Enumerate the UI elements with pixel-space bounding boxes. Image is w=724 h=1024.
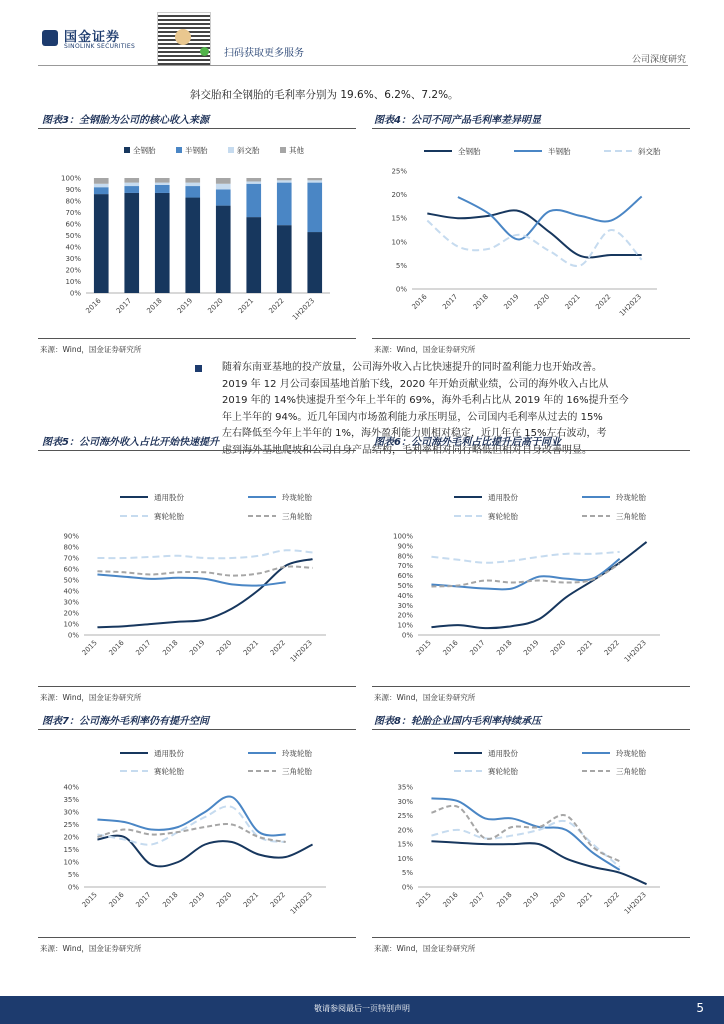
footer-disclaimer[interactable]: 敬请参阅最后一页特别声明 (314, 1004, 410, 1013)
y-tick-label: 60% (397, 572, 413, 581)
x-tick-label: 2016 (410, 292, 429, 312)
y-tick-label: 0% (401, 631, 413, 640)
chart-title-6: 图表6：公司海外毛利占比提升后高于同业 (374, 437, 561, 448)
y-tick-label: 10% (397, 621, 413, 630)
x-tick-label: 2016 (107, 638, 126, 658)
legend-label: 赛轮轮胎 (154, 767, 184, 776)
y-tick-label: 30% (397, 797, 413, 806)
x-tick-label: 2015 (80, 890, 99, 910)
legend-swatch (228, 147, 234, 153)
logo-name-en: SINOLINK SECURITIES (64, 43, 136, 50)
legend-label: 半钢胎 (185, 146, 208, 155)
y-tick-label: 40% (397, 591, 413, 600)
y-tick-label: 90% (397, 542, 413, 551)
x-tick-label: 2016 (441, 890, 460, 910)
x-tick-label: 2021 (241, 890, 261, 910)
bar-segment (155, 193, 170, 293)
x-tick-label: 2018 (471, 292, 490, 312)
x-tick-label: 1H2023 (622, 890, 648, 916)
x-tick-label: 2018 (495, 638, 514, 658)
para-line: 年上半年的 94%。近几年国内市场盈利能力承压明显，公司国内毛利率从过去的 15% (222, 411, 603, 423)
bullet-icon (195, 365, 202, 372)
x-tick-label: 2022 (594, 292, 613, 312)
divider (372, 128, 690, 129)
bar-segment (307, 183, 322, 232)
y-tick-label: 15% (63, 846, 79, 854)
chart-title-3: 图表3：全钢胎为公司的核心收入来源 (42, 115, 209, 126)
y-tick-label: 70% (63, 554, 79, 563)
page-number: 5 (696, 1001, 704, 1015)
legend-label: 玲珑轮胎 (282, 493, 312, 502)
legend-swatch (280, 147, 286, 153)
divider (372, 338, 690, 339)
y-tick-label: 80% (397, 552, 413, 561)
y-tick-label: 10% (397, 854, 413, 863)
bar-segment (277, 180, 292, 182)
y-tick-label: 70% (397, 562, 413, 571)
divider (372, 686, 690, 687)
x-tick-label: 2018 (161, 890, 180, 910)
y-tick-label: 30% (63, 808, 79, 817)
wechat-icon (200, 47, 209, 56)
bar-segment (124, 193, 139, 293)
y-tick-label: 30% (397, 601, 413, 610)
legend-label: 通用股份 (154, 493, 184, 502)
y-tick-label: 0% (67, 883, 79, 892)
x-tick-label: 2020 (549, 890, 568, 910)
x-tick-label: 2020 (215, 890, 234, 910)
divider (38, 686, 356, 687)
logo-icon (42, 30, 58, 46)
x-tick-label: 2017 (468, 890, 487, 910)
y-tick-label: 10% (391, 238, 407, 247)
x-tick-label: 2022 (268, 890, 288, 910)
x-tick-label: 2021 (575, 890, 595, 910)
source-note: 来源：Wind，国金证券研究所 (374, 345, 476, 354)
legend-label: 全钢胎 (458, 147, 481, 156)
x-tick-label: 2021 (236, 296, 256, 316)
y-tick-label: 35% (397, 783, 413, 792)
divider (372, 450, 690, 451)
legend-label: 玲珑轮胎 (282, 749, 312, 758)
y-tick-label: 20% (63, 833, 79, 842)
bar-segment (246, 217, 261, 293)
x-tick-label: 1H2023 (288, 638, 314, 664)
bar-segment (155, 178, 170, 183)
y-tick-label: 35% (63, 796, 79, 804)
y-tick-label: 90% (65, 186, 81, 194)
series-line (431, 552, 619, 563)
x-tick-label: 2020 (549, 638, 568, 658)
series-line (431, 798, 619, 869)
legend-label: 斜交胎 (638, 147, 661, 156)
series-line (97, 567, 312, 576)
bar-segment (246, 178, 261, 181)
y-tick-label: 0% (401, 883, 413, 892)
series-line (97, 806, 285, 844)
y-tick-label: 10% (63, 858, 79, 867)
legend-label: 三角轮胎 (616, 512, 646, 521)
bar-segment (307, 180, 322, 182)
x-tick-label: 2015 (414, 890, 433, 910)
chart-product-margin (372, 135, 690, 335)
bar-segment (124, 186, 139, 193)
legend-label: 全钢胎 (133, 146, 156, 155)
x-tick-label: 2017 (468, 638, 487, 658)
series-line (427, 210, 641, 257)
x-tick-label: 2018 (495, 890, 514, 910)
chart-overseas-margin (38, 734, 356, 934)
bar-segment (124, 183, 139, 186)
bar-segment (246, 181, 261, 183)
x-tick-label: 1H2023 (288, 890, 314, 916)
y-tick-label: 60% (65, 220, 81, 229)
legend-label: 赛轮轮胎 (154, 512, 184, 521)
chart-domestic-margin (372, 734, 690, 934)
source-note: 来源：Wind，国金证券研究所 (40, 345, 142, 354)
x-tick-label: 2017 (134, 638, 153, 658)
divider (372, 729, 690, 730)
chart-title-4: 图表4：公司不同产品毛利率差异明显 (374, 115, 541, 126)
para-line: 随着东南亚基地的投产放量，公司海外收入占比快速提升的同时盈利能力也开始改善。 (222, 362, 602, 373)
x-tick-label: 2015 (80, 638, 99, 658)
legend-label: 赛轮轮胎 (488, 767, 518, 776)
y-tick-label: 20% (63, 609, 79, 618)
x-tick-label: 2020 (206, 296, 225, 316)
series-line (431, 806, 619, 861)
x-tick-label: 2022 (602, 638, 622, 658)
chart-title-8: 图表8：轮胎企业国内毛利率持续承压 (374, 716, 541, 727)
legend-swatch (124, 147, 130, 153)
bar-segment (307, 178, 322, 180)
source-note: 来源：Wind，国金证券研究所 (374, 944, 476, 953)
y-tick-label: 20% (397, 826, 413, 835)
divider (38, 338, 356, 339)
report-type: 公司深度研究 (631, 55, 686, 65)
y-tick-label: 25% (397, 812, 413, 821)
y-tick-label: 15% (397, 840, 413, 849)
x-tick-label: 2020 (532, 292, 552, 312)
bar-segment (216, 184, 231, 190)
x-tick-label: 2019 (522, 638, 541, 658)
bar-segment (246, 184, 261, 217)
y-tick-label: 20% (391, 191, 407, 200)
y-tick-label: 30% (63, 598, 79, 607)
x-tick-label: 2018 (161, 638, 180, 658)
y-tick-label: 0% (395, 285, 407, 294)
y-tick-label: 0% (69, 289, 81, 298)
y-tick-label: 50% (65, 232, 81, 240)
para-line: 2019 年的 14%快速提升至今年上半年的 69%，海外毛利占比从 2019 年的 16%提升至今 (222, 395, 629, 407)
qr-center-avatar (175, 29, 191, 45)
x-tick-label: 1H2023 (617, 292, 644, 318)
legend-label: 通用股份 (488, 493, 518, 502)
x-tick-label: 1H2023 (291, 296, 317, 322)
legend-label: 玲珑轮胎 (616, 749, 646, 758)
bar-segment (277, 225, 292, 293)
x-tick-label: 2019 (175, 296, 195, 316)
y-tick-label: 70% (65, 209, 81, 217)
divider (38, 729, 356, 730)
x-tick-label: 2015 (414, 638, 433, 658)
legend-label: 三角轮胎 (616, 767, 646, 776)
divider (38, 128, 356, 129)
y-tick-label: 5% (401, 869, 413, 878)
y-tick-label: 15% (391, 214, 407, 223)
logo-name-cn: 国金证券 (64, 30, 121, 45)
chart-overseas-revenue-share (38, 455, 356, 683)
para-line: 左右降低至今年上半年的 1%，海外盈利能力则相对稳定，近几年在 15%左右波动，考 (222, 428, 607, 440)
bar-segment (185, 183, 200, 186)
y-tick-label: 5% (395, 261, 407, 270)
y-tick-label: 40% (63, 783, 79, 792)
y-tick-label: 10% (65, 278, 81, 286)
y-tick-label: 80% (63, 543, 79, 552)
bar-segment (185, 178, 200, 183)
y-tick-label: 90% (63, 532, 79, 541)
series-line (97, 575, 285, 586)
x-tick-label: 2021 (241, 638, 261, 658)
legend-label: 玲珑轮胎 (616, 493, 646, 502)
chart-title-5: 图表5：公司海外收入占比开始快速提升 (42, 437, 219, 448)
x-tick-label: 2019 (188, 890, 207, 910)
chart-overseas-profit-share (372, 455, 690, 683)
y-tick-label: 40% (63, 587, 79, 596)
x-tick-label: 2017 (134, 890, 153, 910)
para-line: 2019 年 12 月公司泰国基地首胎下线，2020 年开始贡献业绩，公司的海外收入占比从 (222, 378, 609, 390)
legend-label: 半钢胎 (548, 147, 571, 156)
source-note: 来源：Wind，国金证券研究所 (40, 944, 142, 953)
legend-label: 通用股份 (154, 749, 184, 758)
legend-label: 通用股份 (488, 749, 518, 758)
x-tick-label: 2019 (522, 890, 541, 910)
x-tick-label: 2017 (441, 292, 460, 312)
y-tick-label: 50% (63, 576, 79, 585)
x-tick-label: 2018 (145, 296, 164, 316)
y-tick-label: 25% (63, 821, 79, 829)
bar-segment (94, 178, 109, 184)
y-tick-label: 100% (60, 174, 81, 183)
header-divider (38, 65, 688, 66)
bar-segment (155, 183, 170, 185)
scan-prompt: 扫码获取更多服务 (224, 48, 304, 59)
series-line (97, 550, 312, 558)
x-tick-label: 2022 (267, 296, 286, 316)
bar-segment (94, 194, 109, 293)
source-note: 来源：Wind，国金证券研究所 (374, 693, 476, 702)
y-tick-label: 30% (65, 255, 81, 263)
y-tick-label: 80% (65, 197, 81, 206)
x-tick-label: 2022 (268, 638, 288, 658)
bar-segment (216, 206, 231, 293)
x-tick-label: 2020 (215, 638, 234, 658)
y-tick-label: 60% (63, 565, 79, 574)
bar-segment (216, 178, 231, 184)
x-tick-label: 2017 (114, 296, 134, 316)
source-note: 来源：Wind，国金证券研究所 (40, 693, 142, 702)
x-tick-label: 2022 (602, 890, 622, 910)
x-tick-label: 2019 (502, 292, 521, 312)
legend-label: 斜交胎 (237, 146, 260, 155)
bar-segment (277, 183, 292, 226)
y-tick-label: 0% (67, 631, 79, 640)
bar-segment (124, 178, 139, 183)
bar-segment (216, 190, 231, 206)
legend-label: 三角轮胎 (282, 512, 312, 521)
x-tick-label: 2021 (575, 638, 595, 658)
divider (38, 450, 356, 451)
x-tick-label: 2021 (563, 292, 582, 312)
legend-label: 赛轮轮胎 (488, 512, 518, 521)
y-tick-label: 10% (63, 620, 79, 629)
y-tick-label: 25% (391, 167, 407, 176)
bar-segment (277, 178, 292, 180)
y-tick-label: 100% (392, 532, 413, 541)
x-tick-label: 2016 (441, 638, 460, 658)
bar-segment (94, 184, 109, 187)
y-tick-label: 5% (67, 871, 79, 879)
y-tick-label: 20% (397, 611, 413, 620)
x-tick-label: 1H2023 (622, 638, 648, 664)
y-tick-label: 50% (397, 582, 413, 590)
x-tick-label: 2016 (84, 296, 103, 316)
legend-label: 三角轮胎 (282, 767, 312, 776)
divider (372, 937, 690, 938)
bar-segment (94, 187, 109, 194)
legend-swatch (176, 147, 182, 153)
series-line (97, 559, 312, 627)
intro-text: 斜交胎和全钢胎的毛利率分别为 19.6%、6.2%、7.2%。 (190, 89, 459, 101)
chart-title-7: 图表7：公司海外毛利率仍有提升空间 (42, 716, 209, 727)
x-tick-label: 2019 (188, 638, 207, 658)
bar-segment (185, 198, 200, 293)
divider (38, 937, 356, 938)
y-tick-label: 20% (65, 266, 81, 275)
chart-revenue-mix (38, 135, 356, 335)
bar-segment (155, 185, 170, 193)
legend-label: 其他 (289, 146, 304, 155)
x-tick-label: 2016 (107, 890, 126, 910)
bar-segment (307, 232, 322, 293)
bar-segment (185, 186, 200, 198)
y-tick-label: 40% (65, 243, 81, 252)
